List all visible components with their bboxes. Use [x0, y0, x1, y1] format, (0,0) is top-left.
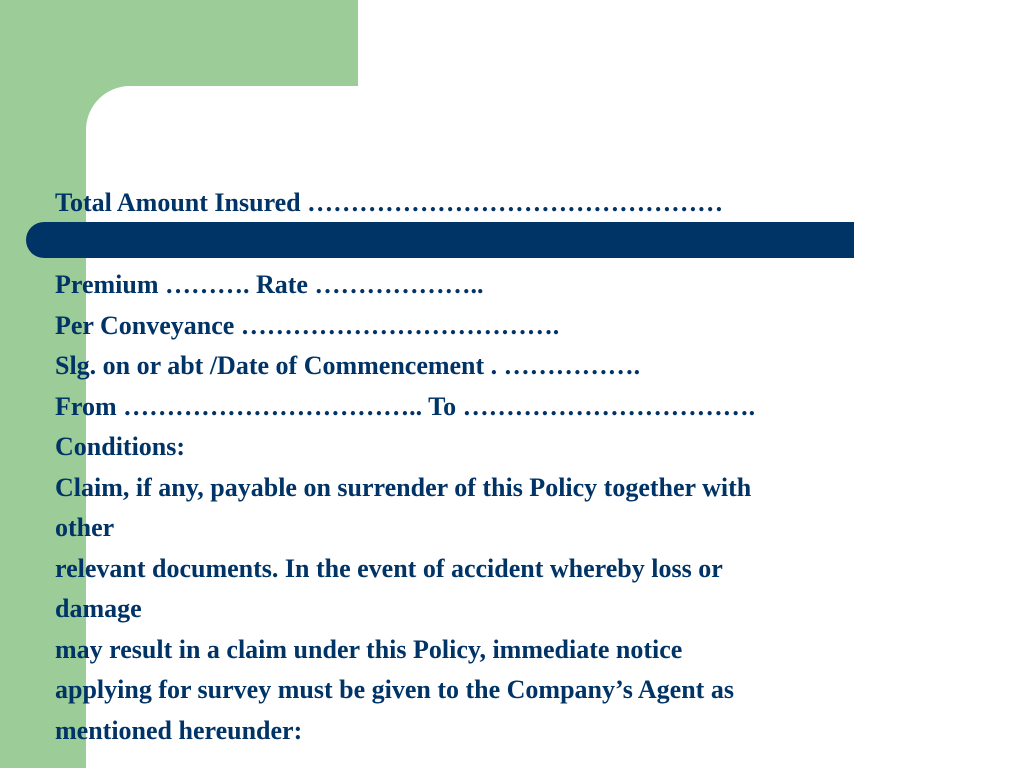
conditions-text-line: mentioned hereunder:	[55, 715, 303, 745]
conditions-heading: Conditions:	[55, 432, 186, 461]
conditions-text-line: applying for survey must be given to the Company’s Agent as	[55, 675, 734, 704]
total-amount-insured-line: Total Amount Insured …………………………………………	[55, 188, 724, 217]
conditions-text-line: damage	[55, 594, 142, 623]
premium-rate-line: Premium ………. Rate ………………..	[55, 270, 484, 299]
per-conveyance-line: Per Conveyance ……………………………….	[55, 310, 560, 340]
conditions-text-line: other	[55, 513, 115, 542]
from-to-line: From …………………………….. To …………………………….	[55, 391, 756, 421]
conditions-text-line: Claim, if any, payable on surrender of this Policy together with	[55, 472, 752, 502]
conditions-text-line: relevant documents. In the event of accident whereby loss or	[55, 553, 723, 583]
conditions-text-line: may result in a claim under this Policy, immediate notice	[55, 634, 683, 664]
commencement-line: Slg. on or abt /Date of Commencement . …………….	[55, 351, 641, 380]
navy-divider-bar	[26, 222, 854, 258]
policy-text-block	[55, 265, 755, 751]
